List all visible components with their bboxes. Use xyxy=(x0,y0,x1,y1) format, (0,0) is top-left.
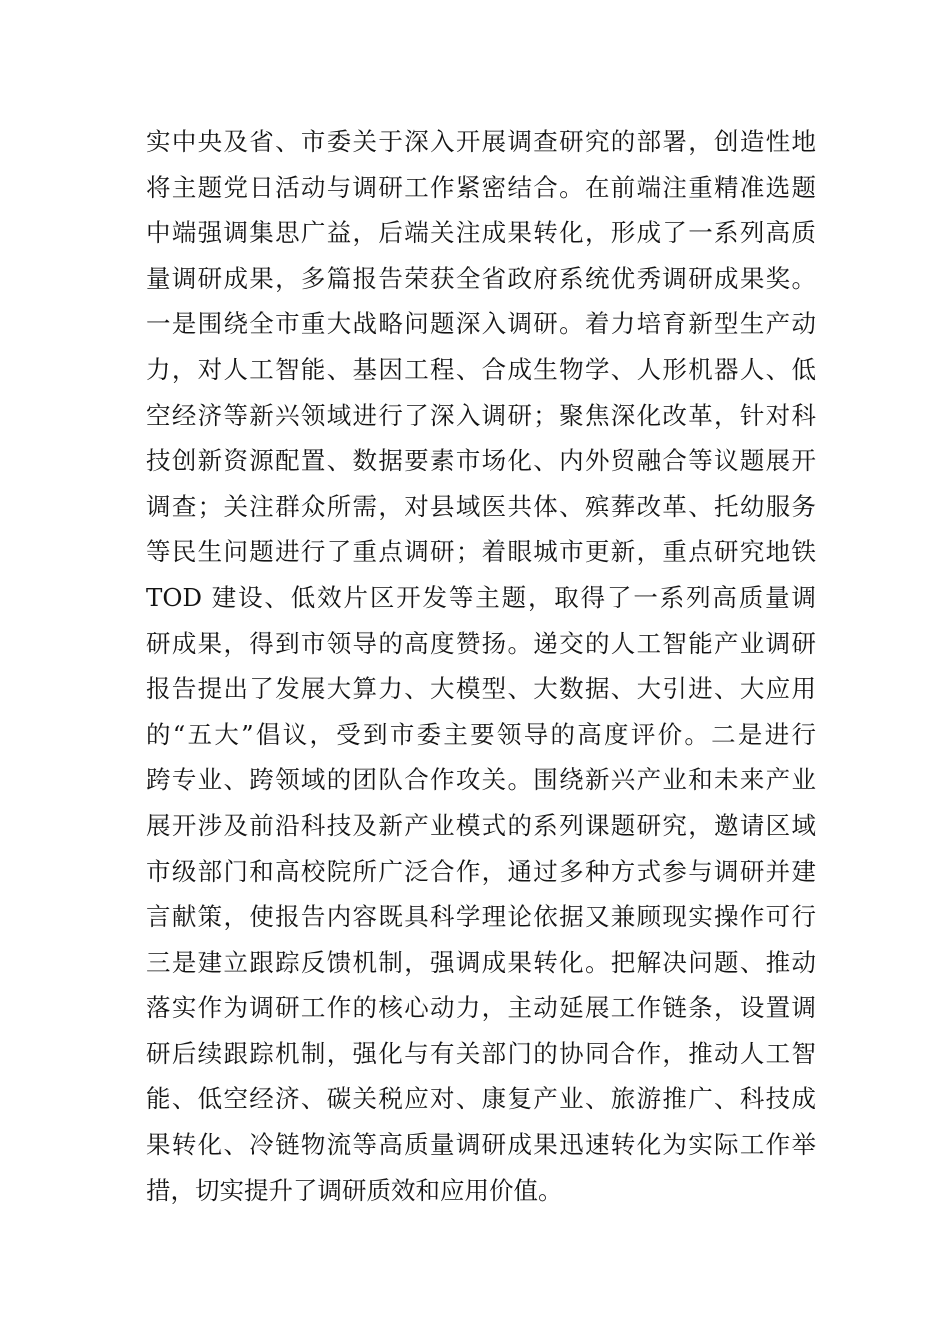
text-line: 研成果，得到市领导的高度赞扬。递交的人工智能产业调研 xyxy=(146,628,816,658)
text-line: 言献策，使报告内容既具科学理论依据又兼顾现实操作可行 xyxy=(146,902,816,932)
text-line: 量调研成果，多篇报告荣获全省政府系统优秀调研成果奖。 xyxy=(146,263,816,293)
text-line: 报告提出了发展大算力、大模型、大数据、大引进、大应用 xyxy=(146,674,816,704)
text-line: 果转化、冷链物流等高质量调研成果迅速转化为实际工作举 xyxy=(146,1130,816,1160)
text-line: 展开涉及前沿科技及新产业模式的系列课题研究，邀请区域 xyxy=(146,810,816,840)
text-line: 的“五大”倡议，受到市委主要领导的高度评价。二是进行 xyxy=(146,719,816,749)
text-line: 力，对人工智能、基因工程、合成生物学、人形机器人、低 xyxy=(146,354,816,384)
text-line: 能、低空经济、碳关税应对、康复产业、旅游推广、科技成 xyxy=(146,1084,816,1114)
text-line: 一是围绕全市重大战略问题深入调研。着力培育新型生产动 xyxy=(146,309,816,339)
text-line: 跨专业、跨领域的团队合作攻关。围绕新兴产业和未来产业 xyxy=(146,765,816,795)
text-line: 空经济等新兴领域进行了深入调研；聚焦深化改革，针对科 xyxy=(146,400,816,430)
body-paragraph xyxy=(146,119,816,1213)
text-line: 落实作为调研工作的核心动力，主动延展工作链条，设置调 xyxy=(146,993,816,1023)
text-line: 调查；关注群众所需，对县域医共体、殡葬改革、托幼服务 xyxy=(146,491,816,521)
text-line: 等民生问题进行了重点调研；着眼城市更新，重点研究地铁 xyxy=(146,537,816,567)
text-line: 实中央及省、市委关于深入开展调查研究的部署，创造性地 xyxy=(146,127,816,156)
text-line: 技创新资源配置、数据要素市场化、内外贸融合等议题展开 xyxy=(146,446,816,476)
text-line: 研后续跟踪机制，强化与有关部门的协同合作，推动人工智 xyxy=(146,1038,816,1068)
text-line: 措，切实提升了调研质效和应用价值。 xyxy=(146,1175,563,1205)
text-line: 将主题党日活动与调研工作紧密结合。在前端注重精准选题 xyxy=(146,172,816,202)
text-line: TOD 建设、低效片区开发等主题，取得了一系列高质量调 xyxy=(146,582,816,612)
text-line: 中端强调集思广益，后端关注成果转化，形成了一系列高质 xyxy=(146,218,816,248)
text-line: 市级部门和高校院所广泛合作，通过多种方式参与调研并建 xyxy=(146,856,816,886)
text-line: 三是建立跟踪反馈机制，强调成果转化。把解决问题、推动 xyxy=(146,947,816,977)
